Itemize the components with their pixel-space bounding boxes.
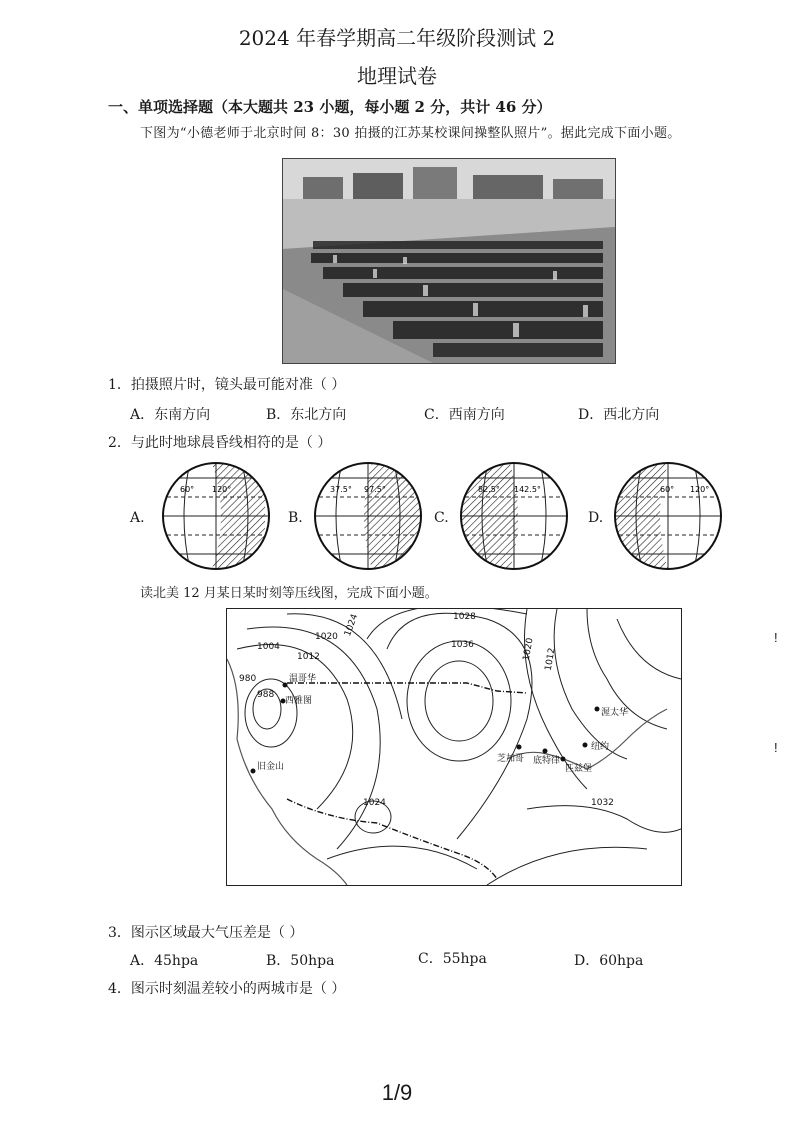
question-3-stem: 3．图示区域最大气压差是（ ） — [108, 925, 304, 941]
city-label-san-francisco: 旧金山 — [257, 762, 285, 772]
globe-d-label-2: 120° — [690, 485, 710, 494]
margin-mark: ! — [774, 630, 778, 645]
isobar-label-1024: 1024 — [343, 612, 361, 638]
q1-option-d: D．西北方向 — [578, 407, 660, 423]
page-number: 1/9 — [381, 1080, 413, 1105]
city-label-seattle: 西雅图 — [285, 696, 313, 706]
q2-option-c: C. — [434, 510, 449, 526]
q1-option-c: C．西南方向 — [424, 407, 505, 423]
q2-option-d: D. — [588, 510, 604, 526]
globe-b-label-2: 97.5° — [364, 485, 386, 494]
globe-c-label-2: 142.5° — [514, 485, 541, 494]
globe-a — [160, 460, 272, 572]
q2-option-b: B. — [288, 510, 303, 526]
isobar-label-980: 980 — [239, 674, 257, 684]
question-1-stem: 1．拍摄照片时，镜头最可能对准（ ） — [108, 377, 346, 393]
section-intro: 下图为“小德老师于北京时间 8：30 拍摄的江苏某校课间操整队照片”。据此完成下面小题。 — [140, 126, 681, 141]
isobar-label-1012: 1012 — [297, 652, 320, 662]
isobar-label-1020-east: 1020 — [521, 637, 536, 662]
city-label-ottawa: 渥太华 — [601, 708, 629, 718]
margin-mark-2: ! — [774, 740, 778, 755]
q1-option-b: B．东北方向 — [266, 407, 347, 423]
globe-a-label-1: 60° — [180, 485, 195, 494]
q3-option-d: D．60hpa — [574, 953, 644, 969]
isobar-label-988: 988 — [257, 690, 275, 700]
isobar-label-1004: 1004 — [257, 642, 280, 652]
city-label-new-york: 纽约 — [591, 742, 610, 752]
globe-d — [612, 460, 724, 572]
section-heading: 一、单项选择题（本大题共 23 小题，每小题 2 分，共计 46 分） — [108, 98, 552, 116]
isobar-label-1024-south: 1024 — [363, 798, 386, 808]
globe-b — [312, 460, 424, 572]
q1-option-a: A．东南方向 — [130, 407, 211, 423]
question-4-stem: 4．图示时刻温差较小的两城市是（ ） — [108, 981, 346, 997]
q3-option-c: C．55hpa — [418, 951, 487, 967]
isobar-label-1020: 1020 — [315, 632, 338, 642]
isobar-label-1012-east: 1012 — [543, 647, 558, 672]
globe-c — [458, 460, 570, 572]
page-title: 2024 年春学期高二年级阶段测试 2 — [238, 26, 556, 50]
isobar-label-1036: 1036 — [451, 640, 474, 650]
q2-option-a: A. — [130, 510, 145, 526]
isobar-label-1028: 1028 — [453, 612, 476, 622]
question-2-stem: 2．与此时地球晨昏线相符的是（ ） — [108, 435, 332, 451]
isobar-map — [226, 608, 682, 886]
city-label-chicago: 芝加哥 — [497, 754, 525, 764]
city-label-pittsburgh: 匹兹堡 — [565, 764, 593, 774]
city-label-vancouver: 温哥华 — [289, 674, 317, 684]
globe-d-label-1: 60° — [660, 485, 675, 494]
q3-option-b: B．50hpa — [266, 953, 335, 969]
globe-c-label-1: 82.5° — [478, 485, 500, 494]
assembly-photo — [282, 158, 616, 364]
page-subtitle: 地理试卷 — [357, 64, 437, 88]
globe-b-label-1: 37.5° — [330, 485, 352, 494]
city-label-detroit: 底特律 — [533, 756, 561, 766]
q3-option-a: A．45hpa — [130, 953, 199, 969]
globe-a-label-2: 120° — [212, 485, 232, 494]
map-intro: 读北美 12 月某日某时刻等压线图，完成下面小题。 — [140, 586, 438, 601]
isobar-label-1032: 1032 — [591, 798, 614, 808]
